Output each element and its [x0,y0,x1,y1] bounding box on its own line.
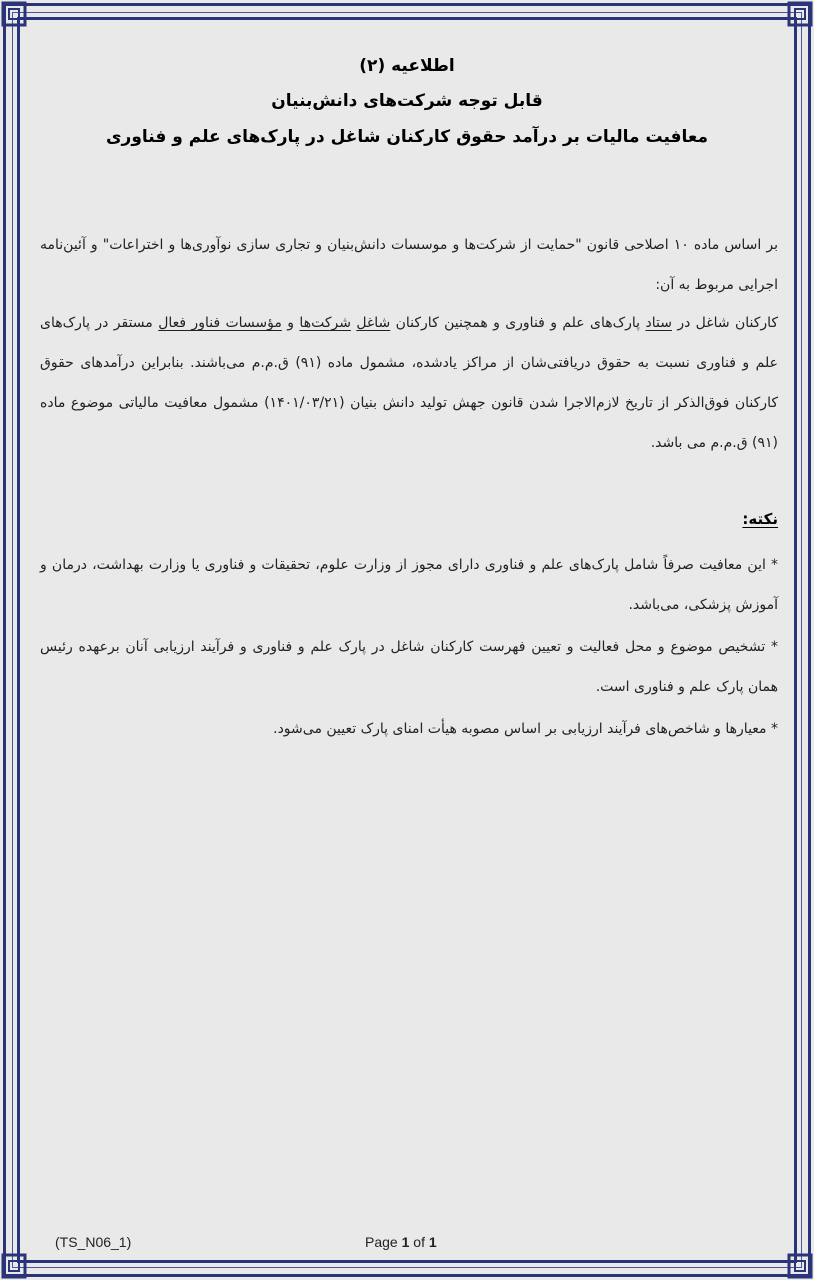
note-item: * این معافیت صرفاً شامل پارک‌های علم و فناوری دارای مجوز از وزارت علوم، تحقیقات و فناوری یا وزارت بهداشت، درمان و آموزش پزشکی، می‌باشد. [40,557,778,613]
corner-ornament-bottom-right [787,1253,813,1279]
page-number [365,1234,437,1250]
corner-ornament-bottom-left [1,1253,27,1279]
page-total: 1 [428,1234,437,1250]
note-item: * معیارها و شاخص‌های فرآیند ارزیابی بر اساس مصوبه هیأت امنای پارک تعیین می‌شود. [273,721,778,737]
underlined-word-institutes: مؤسسات فناور فعال [158,315,282,331]
corner-ornament-top-left [1,1,27,27]
main-paragraph-text-1: کارکنان شاغل در [677,315,779,331]
intro-paragraph: بر اساس ماده ۱۰ اصلاحی قانون "حمایت از شرکت‌ها و موسسات دانش‌بنیان و تجاری سازی نوآوری‌ها و اختراعات" و آئین‌نامه اجرایی مربوط به آن: [40,237,778,293]
of-word: of [413,1234,425,1250]
main-paragraph [40,303,778,463]
underlined-word-employed: شاغل [356,315,391,331]
underlined-word-companies: شرکت‌ها [299,315,351,331]
audience-heading: قابل توجه شرکت‌های دانش‌بنیان [271,91,543,111]
main-paragraph-text-3: مستقر در پارک‌های علم و فناوری نسبت به حقوق دریافتی‌شان از مراکز یادشده، مشمول ماده (۹۱) ق.م.م می‌باشند. بنابراین درآمدهای حقوق کارکنان فوق‌الذکر از تاریخ لازم‌الاجرا شدن قانون جهش تولید دانش بنیان (۱۴۰۱/۰۳/۲۱) مشمول معافیت مالیاتی موضوع ماده (۹۱) ق.م.م می باشد. [40,315,778,451]
corner-ornament-top-right [787,1,813,27]
main-paragraph-text-2: پارک‌های علم و فناوری و همچنین کارکنان [395,315,641,331]
subject-heading: معافیت مالیات بر درآمد حقوق کارکنان شاغل در پارک‌های علم و فناوری [105,127,709,147]
underlined-word-staff: ستاد [645,315,672,331]
page-word: Page [365,1234,398,1250]
announcement-number-heading: اطلاعیه (۲) [359,56,455,76]
main-paragraph-conjunction: و [287,315,295,331]
document-code: (TS_N06_1) [55,1234,132,1250]
notes-title: نکته: [742,510,778,528]
page-current: 1 [401,1234,410,1250]
note-item: * تشخیص موضوع و محل فعالیت و تعیین فهرست کارکنان شاغل در پارک علم و فناوری و فرآیند ارزیابی آنان برعهده رئیس همان پارک علم و فناوری است. [40,639,778,695]
